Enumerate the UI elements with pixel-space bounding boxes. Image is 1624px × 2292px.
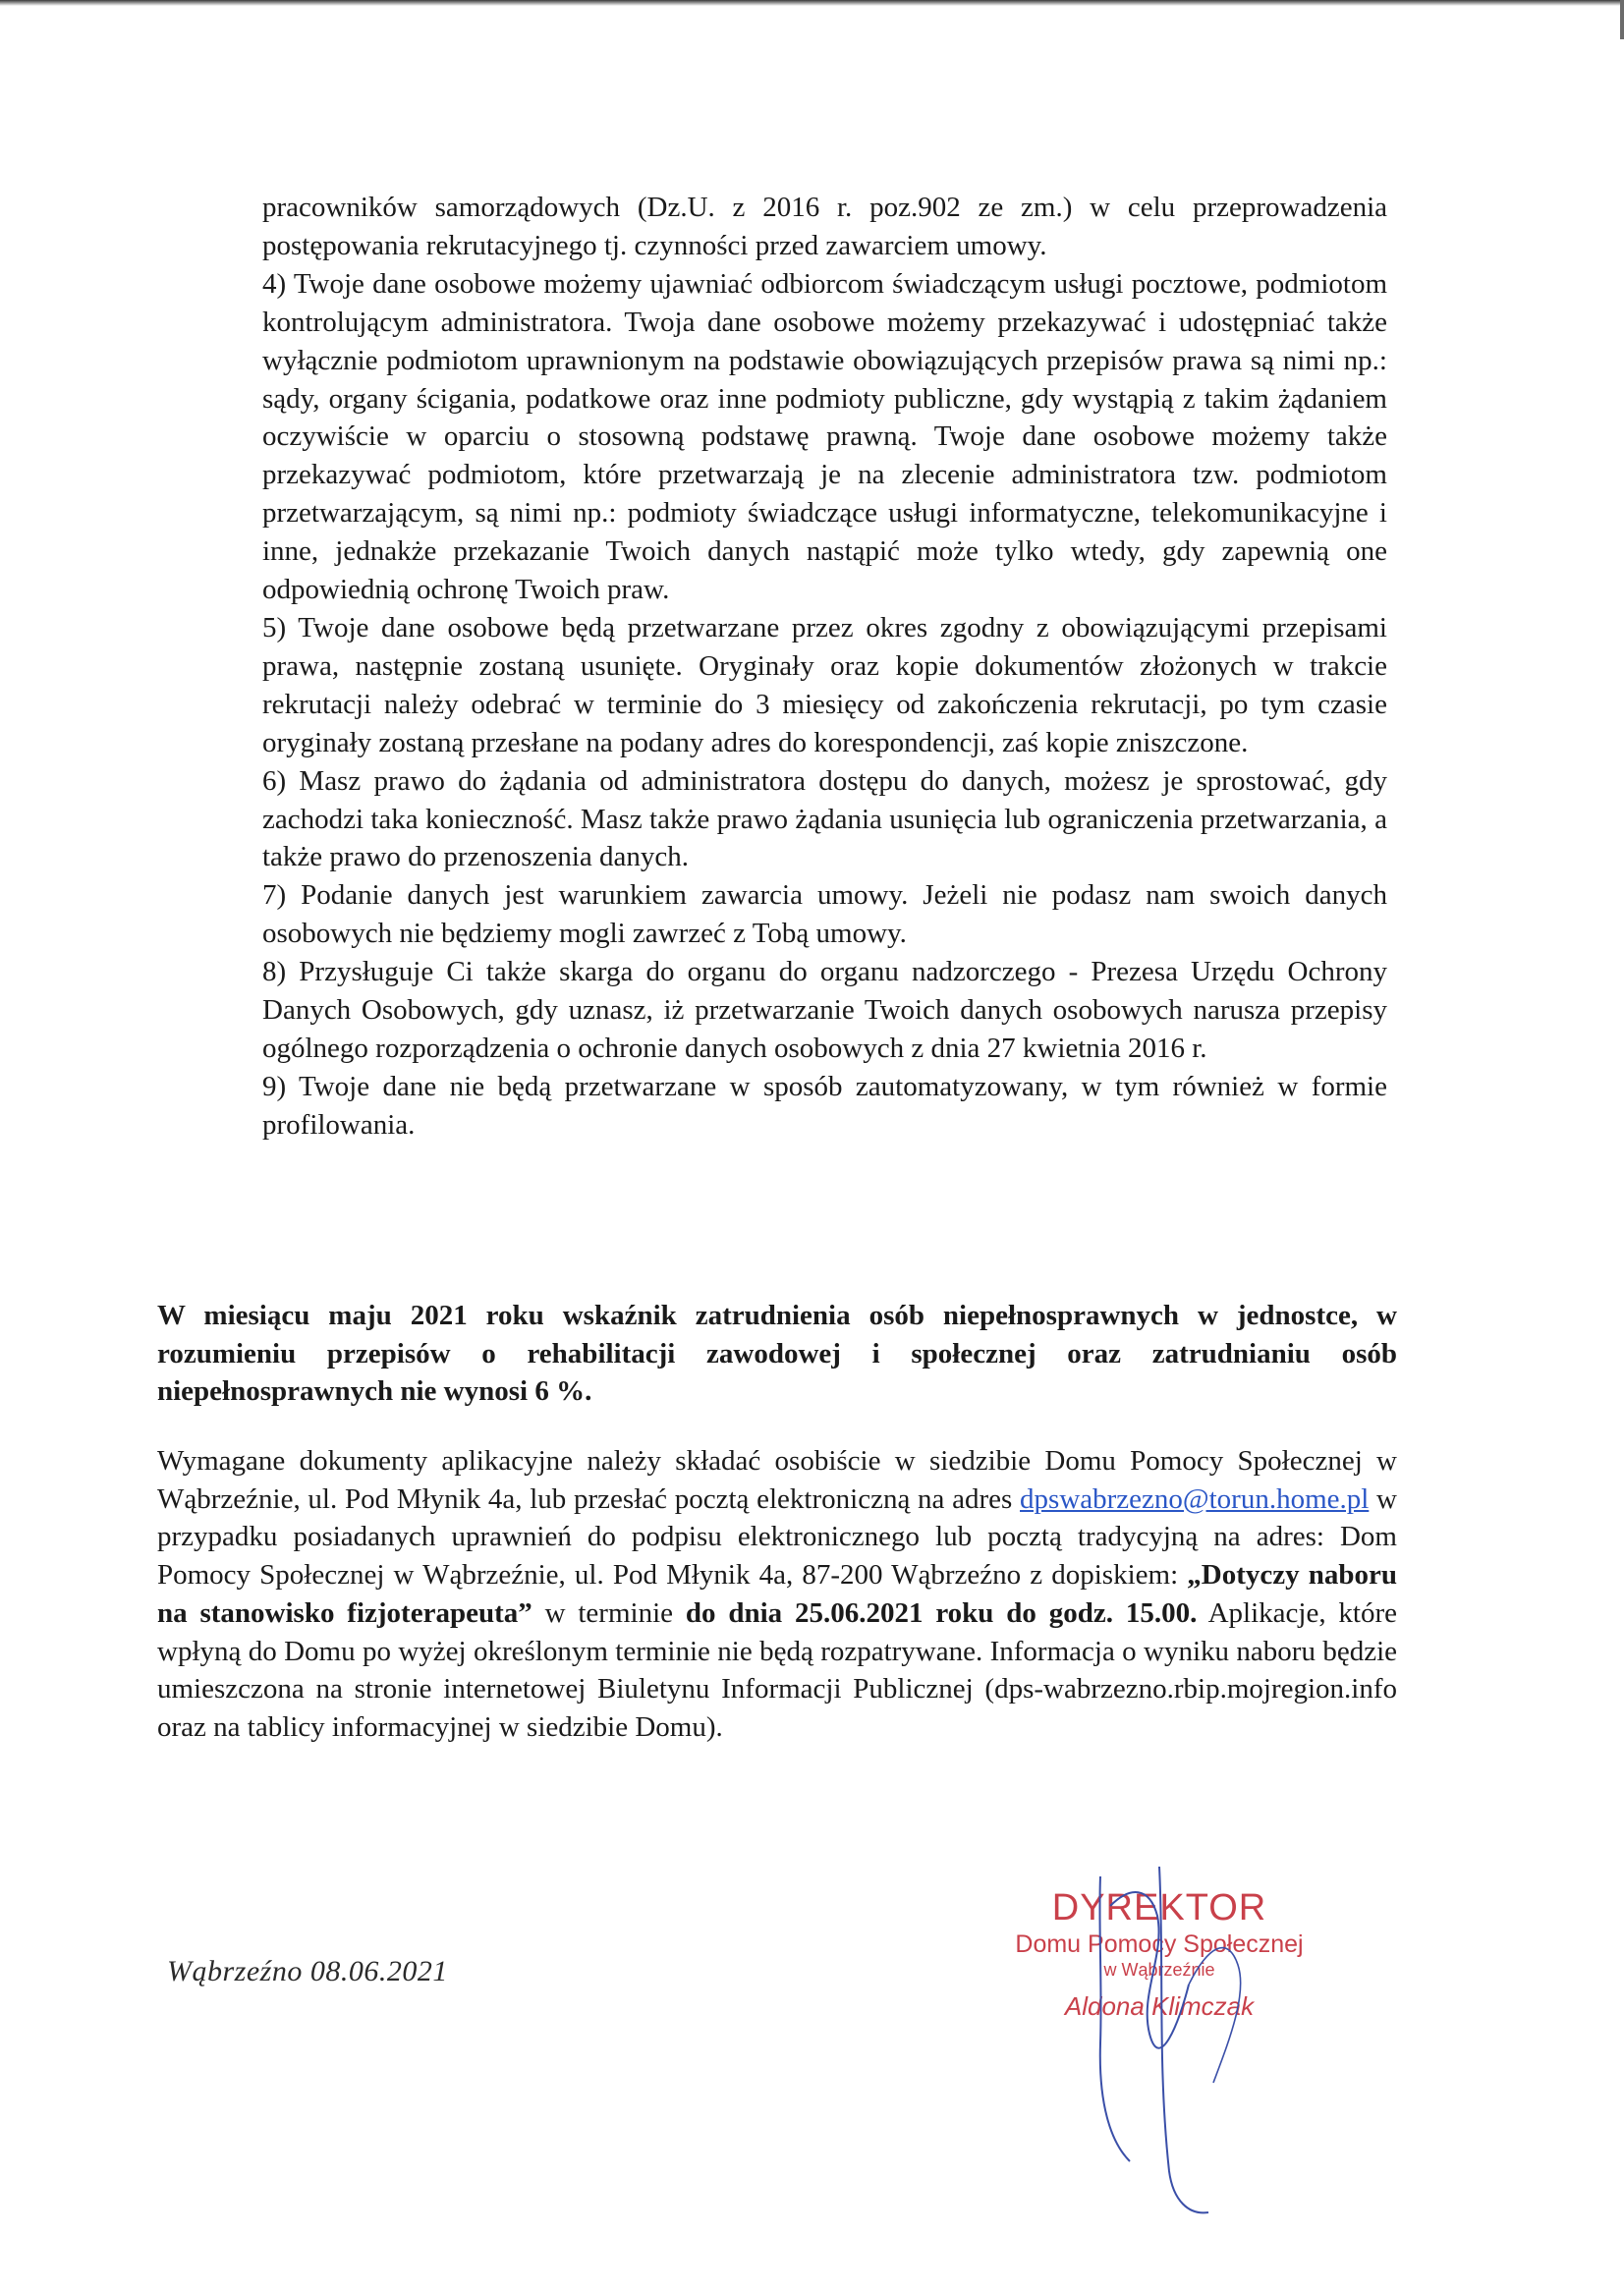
- rodo-clause-continuation: [157, 189, 1387, 1145]
- email-link[interactable]: dpswabrzezno@torun.home.pl: [1020, 1482, 1370, 1515]
- rodo-list: [157, 189, 1387, 1145]
- rodo-item-6: 6) Masz prawo do żądania od administratora dostępu do danych, możesz je sprostować, gdy zachodzi taka konieczność. Masz także prawo żądania usunięcia lub ograniczenia przetwarzania, a także prawo do przenoszenia danych.: [262, 764, 1387, 873]
- rodo-intro-continuation: pracowników samorządowych (Dz.U. z 2016 r. poz.902 ze zm.) w celu przeprowadzenia postępowania rekrutacyjnego tj. czynności przed zawarciem umowy.: [262, 192, 1387, 261]
- application-instructions: [157, 1442, 1397, 1747]
- disability-employment-notice: W miesiącu maju 2021 roku wskaźnik zatrudnienia osób niepełnosprawnych w jednostce, w rozumieniu przepisów o rehabilitacji zawodowej i społecznej oraz zatrudnianiu osób niepełnosprawnych nie wynosi 6 %.: [157, 1300, 1397, 1407]
- place-and-date: Wąbrzeźno 08.06.2021: [167, 1955, 448, 1987]
- scan-right-edge: [1620, 0, 1624, 39]
- application-deadline: do dnia 25.06.2021 roku do godz. 15.00.: [685, 1596, 1198, 1629]
- rodo-item-8: 8) Przysługuje Ci także skarga do organu do organu nadzorczego - Prezesa Urzędu Ochrony Danych Osobowych, gdy uznasz, iż przetwarzanie Twoich danych osobowych narusza przepisy ogólnego rozporządzenia o ochronie danych osobowych z dnia 27 kwietnia 2016 r.: [262, 956, 1387, 1064]
- rodo-item-7: 7) Podanie danych jest warunkiem zawarcia umowy. Jeżeli nie podasz nam swoich danych osobowych nie będziemy mogli zawrzeć z Tobą umowy.: [262, 879, 1387, 950]
- application-text-4: Aplikacje, które wpłyną do Domu po wyżej określonym terminie nie będą rozpatrywane. Informacja o wyniku naboru będzie umieszczona na stronie internetowej Biuletynu Informacji Publicznej (dps-wabrzezno.rbip.mojregion.info oraz na tablicy informacyjnej w siedzibie Domu).: [157, 1596, 1397, 1743]
- stamp-name: Aldona Klimczak: [1064, 1991, 1255, 2021]
- rodo-item-9: 9) Twoje dane nie będą przetwarzane w sposób zautomatyzowany, w tym również w formie profilowania.: [262, 1070, 1387, 1141]
- rodo-item-4: 4) Twoje dane osobowe możemy ujawniać odbiorcom świadczącym usługi pocztowe, podmiotom kontrolującym administratora. Twoja dane osobowe możemy przekazywać i udostępniać także wyłącznie podmiotom uprawnionym na podstawie obowiązujących przepisów prawa są nimi np.: sądy, organy ścigania, podatkowe oraz inne podmioty publiczne, gdy wystąpią z takim żądaniem oczywiście w oparciu o stosowną podstawę prawną. Twoje dane osobowe możemy także przekazywać podmiotom, które przetwarzają je na zlecenie administratora tzw. podmiotom przetwarzającym, są nimi np.: podmioty świadczące usługi informatyczne, telekomunikacyjne i inne, jednakże przekazanie Twoich danych nastąpić może tylko wtedy, gdy zapewnią one odpowiednią ochronę Twoich praw.: [262, 267, 1387, 606]
- application-subject: „Dotyczy naboru na stanowisko fizjoterapeuta”: [157, 1559, 1397, 1629]
- application-text-3: w terminie: [532, 1596, 686, 1629]
- stamp-organization: Domu Pomocy Społecznej: [1015, 1930, 1304, 1958]
- application-text-2: w przypadku posiadanych uprawnień do podpisu elektronicznego lub pocztą tradycyjną na adres: Dom Pomocy Społecznej w Wąbrzeźnie, ul. Pod Młynik 4a, 87-200 Wąbrzeźno z dopiskiem:: [157, 1482, 1397, 1592]
- stamp-city: w Wąbrzeźnie: [1103, 1960, 1215, 1980]
- handwritten-signature: [1041, 1847, 1336, 2220]
- application-text-1: Wymagane dokumenty aplikacyjne należy składać osobiście w siedzibie Domu Pomocy Społecznej w Wąbrzeźnie, ul. Pod Młynik 4a, lub przesłać pocztą elektroniczną na adres: [157, 1445, 1397, 1515]
- rodo-item-5: 5) Twoje dane osobowe będą przetwarzane przez okres zgodny z obowiązującymi przepisami prawa, następnie zostaną usunięte. Oryginały oraz kopie dokumentów złożonych w trakcie rekrutacji należy odebrać w terminie do 3 miesięcy od zakończenia rekrutacji, po tym czasie oryginały zostaną przesłane na podany adres do korespondencji, zaś kopie zniszczone.: [262, 611, 1387, 758]
- scan-top-edge: [0, 0, 1624, 6]
- stamp-title: DYREKTOR: [1051, 1887, 1267, 1929]
